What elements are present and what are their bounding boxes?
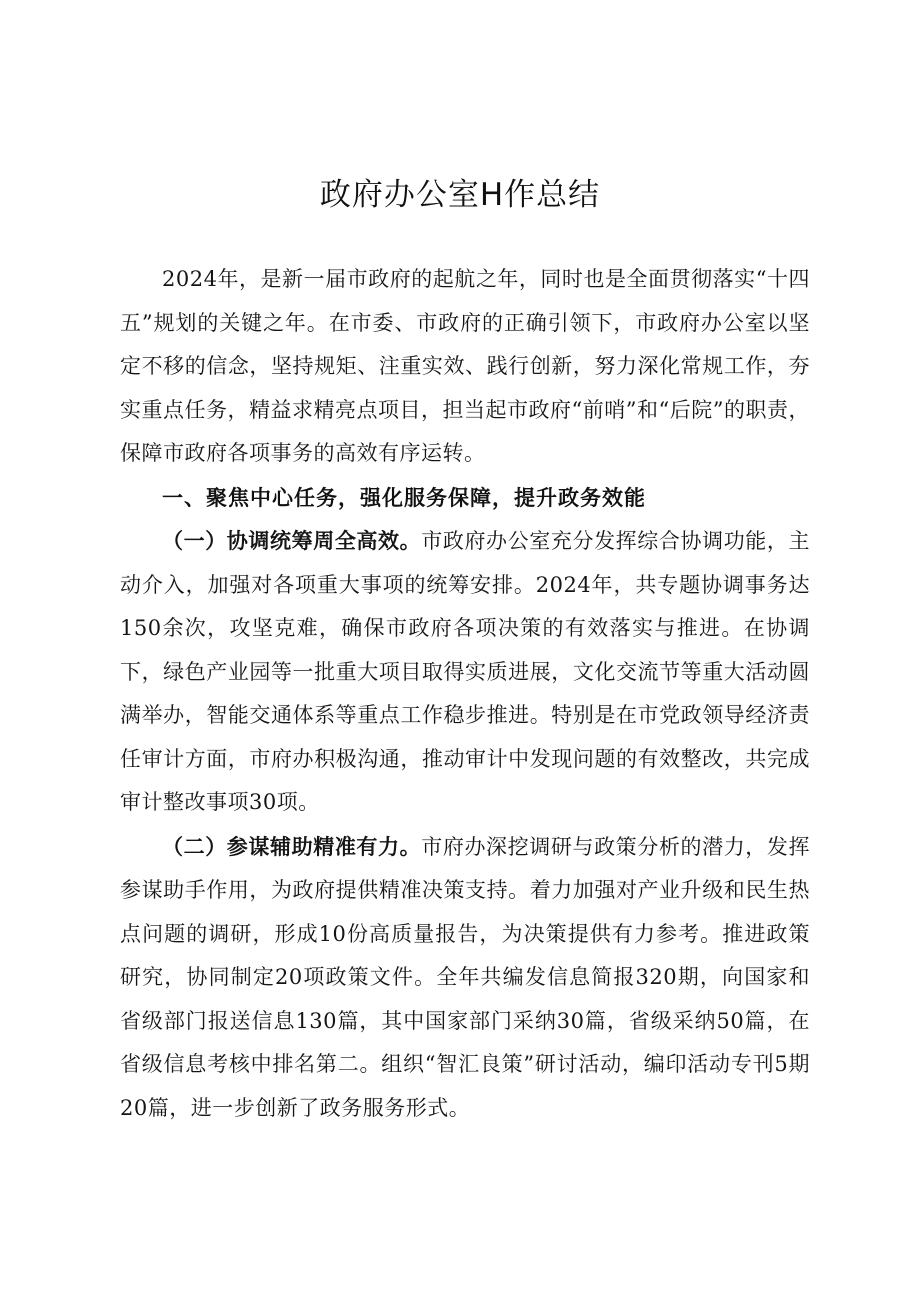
- document-title: 政府办公室H作总结: [319, 177, 601, 213]
- item-text-1: 市政府办公室充分发挥综合协调功能，主动介入，加强对各项重大事项的统筹安排。2024年，共专题协调事务达150余次，攻坚克难，确保市政府各项决策的有效落实与推进。在协调下，绿色产业园等一批重大项目取得实质进展，文化交流节等重大活动圆满举办，智能交通体系等重点工作稳步推进。特别是在市党政领导经济责任审计方面，市府办积极沟通，推动审计中发现问题的有效整改，共完成审计整改事项30项。: [120, 529, 811, 814]
- intro-paragraph: 2024年，是新一届市政府的起航之年，同时也是全面贯彻落实“十四五”规划的关键之年。在市委、市政府的正确引领下，市政府办公室以坚定不移的信念，坚持规矩、注重实效、践行创新，努力深化常规工作，夯实重点任务，精益求精亮点项目，担当起市政府“前哨”和“后院”的职责，保障市政府各项事务的高效有序运转。: [120, 267, 810, 465]
- document-body: [120, 258, 810, 1130]
- item-paragraph-1: [120, 519, 810, 825]
- item-lead-2: （二）参谋辅助精准有力。: [162, 833, 422, 859]
- item-text-2: 市府办深挖调研与政策分析的潜力，发挥参谋助手作用，为政府提供精准决策支持。着力加强对产业升级和民生热点问题的调研，形成10份高质量报告，为决策提供有力参考。推进政策研究，协同制定20项政策文件。全年共编发信息简报320期，向国家和省级部门报送信息130篇，其中国家部门采纳30篇，省级采纳50篇，在省级信息考核中排名第二。组织“智汇良策”研讨活动，编印活动专刊5期20篇，进一步创新了政务服务形式。: [120, 834, 811, 1120]
- item-lead-1: （一）协调统筹周全高效。: [162, 528, 422, 553]
- section-heading: 一、聚焦中心任务，强化服务保障，提升政务效能: [162, 484, 646, 510]
- item-paragraph-2: [120, 825, 810, 1131]
